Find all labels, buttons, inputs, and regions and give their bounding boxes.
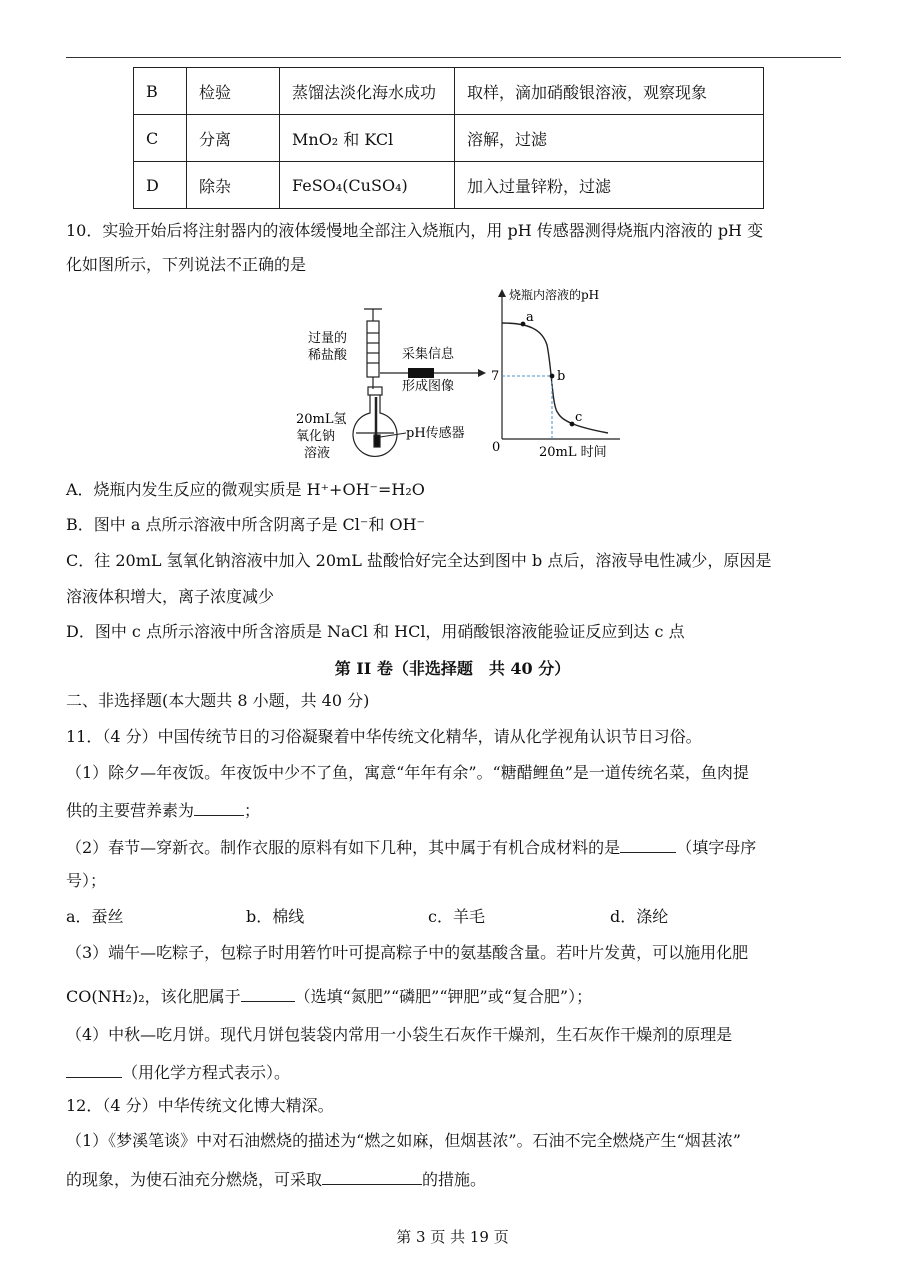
header-rule [66, 57, 841, 58]
q11-p1-tail: ； [244, 801, 261, 820]
choice-a: a．蚕丝 [66, 907, 124, 926]
point-a-label: a [526, 310, 534, 325]
sensor-label: pH传感器 [406, 426, 465, 441]
row-purpose: 除杂 [187, 162, 280, 209]
q10-option-c-line2: 溶液体积增大，离子浓度减少 [66, 587, 275, 606]
point-b-marker [550, 374, 555, 379]
row-letter: B [134, 68, 187, 115]
row-letter: D [134, 162, 187, 209]
q11-p3-tail: （选填“氮肥”“磷肥”“钾肥”或“复合肥”）； [294, 987, 593, 1006]
flask-icon [353, 387, 397, 456]
x-axis-label: 20mL 时间 [539, 445, 607, 460]
q11-p4-tail: （用化学方程式表示）。 [122, 1063, 291, 1082]
q10-stem-line2: 化如图所示，下列说法不正确的是 [66, 255, 307, 274]
origin-label: 0 [492, 440, 501, 455]
choice-b: b．棉线 [246, 907, 305, 926]
q11-p4-line1: （4）中秋—吃月饼。现代月饼包装袋内常用一小袋生石灰作干燥剂，生石灰作干燥剂的原理是 [66, 1025, 733, 1044]
options-table [133, 67, 764, 209]
row-method: 溶解，过滤 [455, 115, 764, 162]
y-tick-7: 7 [491, 369, 500, 384]
point-b-label: b [557, 369, 566, 384]
q11-p1-text: 供的主要营养素为 [66, 801, 195, 820]
q10-option-b: B．图中 a 点所示溶液中所含阴离子是 Cl⁻和 OH⁻ [66, 515, 425, 534]
syringe-label-1: 过量的 [308, 331, 348, 346]
row-letter: C [134, 115, 187, 162]
q11-p3-line1: （3）端午—吃粽子，包粽子时用箬竹叶可提高粽子中的氨基酸含量。若叶片发黄，可以施用化肥 [66, 943, 749, 962]
fertilizer-formula: CO(NH₂)₂ [66, 987, 145, 1006]
y-axis-label: 烧瓶内溶液的pH [509, 288, 600, 302]
signal-arrow-icon [380, 368, 486, 378]
syringe-icon [364, 309, 382, 389]
row-subject: 蒸馏法淡化海水成功 [280, 68, 455, 115]
row-subject: MnO₂ 和 KCl [280, 115, 455, 162]
q12-p1-tail: 的措施。 [422, 1170, 487, 1189]
table-row [134, 68, 764, 115]
row-subject: FeSO₄(CuSO₄) [280, 162, 455, 209]
q11-p2-line1 [66, 834, 756, 859]
q12-p1-text: 的现象，为使石油充分燃烧，可采取 [66, 1170, 323, 1189]
q11-p3-text: ，该化肥属于 [144, 987, 241, 1006]
row-method: 取样，滴加硝酸银溶液，观察现象 [455, 68, 764, 115]
q12-p1-line2 [66, 1166, 486, 1191]
q12-p1-line1: （1）《梦溪笔谈》中对石油燃烧的描述为“燃之如麻，但烟甚浓”。石油不完全燃烧产生“烟甚浓” [66, 1131, 741, 1150]
row-purpose: 检验 [187, 68, 280, 115]
q11-p4-line2 [66, 1059, 290, 1084]
flask-label-3: 溶液 [304, 446, 331, 461]
q11-p3-line2 [66, 983, 592, 1008]
table-row [134, 115, 764, 162]
table-row [134, 162, 764, 209]
q10-option-c-line1: C．往 20mL 氢氧化钠溶液中加入 20mL 盐酸恰好完全达到图中 b 点后，溶液导电性减少，原因是 [66, 551, 772, 570]
ph-chart [491, 287, 620, 460]
point-c-marker [570, 422, 575, 427]
answer-blank[interactable] [66, 1059, 122, 1078]
q10-figure [290, 285, 630, 465]
ph-curve [502, 323, 608, 433]
q10-option-a: A．烧瓶内发生反应的微观实质是 H⁺+OH⁻=H₂O [66, 480, 425, 499]
q11-p1-line2 [66, 797, 260, 822]
y-axis-arrow-icon [498, 289, 506, 297]
choice-d: d．涤纶 [610, 907, 669, 926]
q11-p2-line2: 号）； [66, 871, 107, 890]
point-a-marker [521, 322, 526, 327]
q10-stem-line1: 10．实验开始后将注射器内的液体缓慢地全部注入烧瓶内，用 pH 传感器测得烧瓶内溶液的 pH 变 [66, 221, 764, 240]
q11-p2-tail: （填字母序 [676, 838, 757, 857]
q10-option-d: D．图中 c 点所示溶液中所含溶质是 NaCl 和 HCl，用硝酸银溶液能验证反应到达 c 点 [66, 622, 685, 641]
q11-p2-text: （2）春节—穿新衣。制作衣服的原料有如下几种，其中属于有机合成材料的是 [66, 838, 621, 857]
answer-blank[interactable] [620, 834, 676, 853]
arrow-label-2: 形成图像 [402, 379, 455, 394]
row-purpose: 分离 [187, 115, 280, 162]
section-title: 第 II 卷（非选择题 共 40 分） [334, 659, 571, 678]
section-intro: 二、非选择题(本大题共 8 小题，共 40 分) [66, 691, 370, 710]
answer-blank[interactable] [322, 1166, 422, 1185]
choice-c: c．羊毛 [428, 907, 485, 926]
q11-stem: 11．（4 分）中国传统节日的习俗凝聚着中华传统文化精华，请从化学视角认识节日习俗。 [66, 727, 702, 746]
flask-label-2: 氧化钠 [296, 429, 336, 444]
point-c-label: c [575, 410, 583, 425]
syringe-label-2: 稀盐酸 [308, 348, 348, 363]
page-footer: 第 3 页 共 19 页 [396, 1228, 509, 1246]
answer-blank[interactable] [194, 797, 244, 816]
arrow-label-1: 采集信息 [402, 347, 455, 362]
row-method: 加入过量锌粉，过滤 [455, 162, 764, 209]
q12-stem: 12．（4 分）中华传统文化博大精深。 [66, 1096, 334, 1115]
answer-blank[interactable] [241, 983, 295, 1002]
sensor-pointer [380, 433, 406, 437]
q11-p1-line1: （1）除夕—年夜饭。年夜饭中少不了鱼，寓意“年年有余”。“糖醋鲤鱼”是一道传统名菜，鱼肉提 [66, 763, 749, 782]
flask-label-1: 20mL氢 [296, 412, 347, 427]
